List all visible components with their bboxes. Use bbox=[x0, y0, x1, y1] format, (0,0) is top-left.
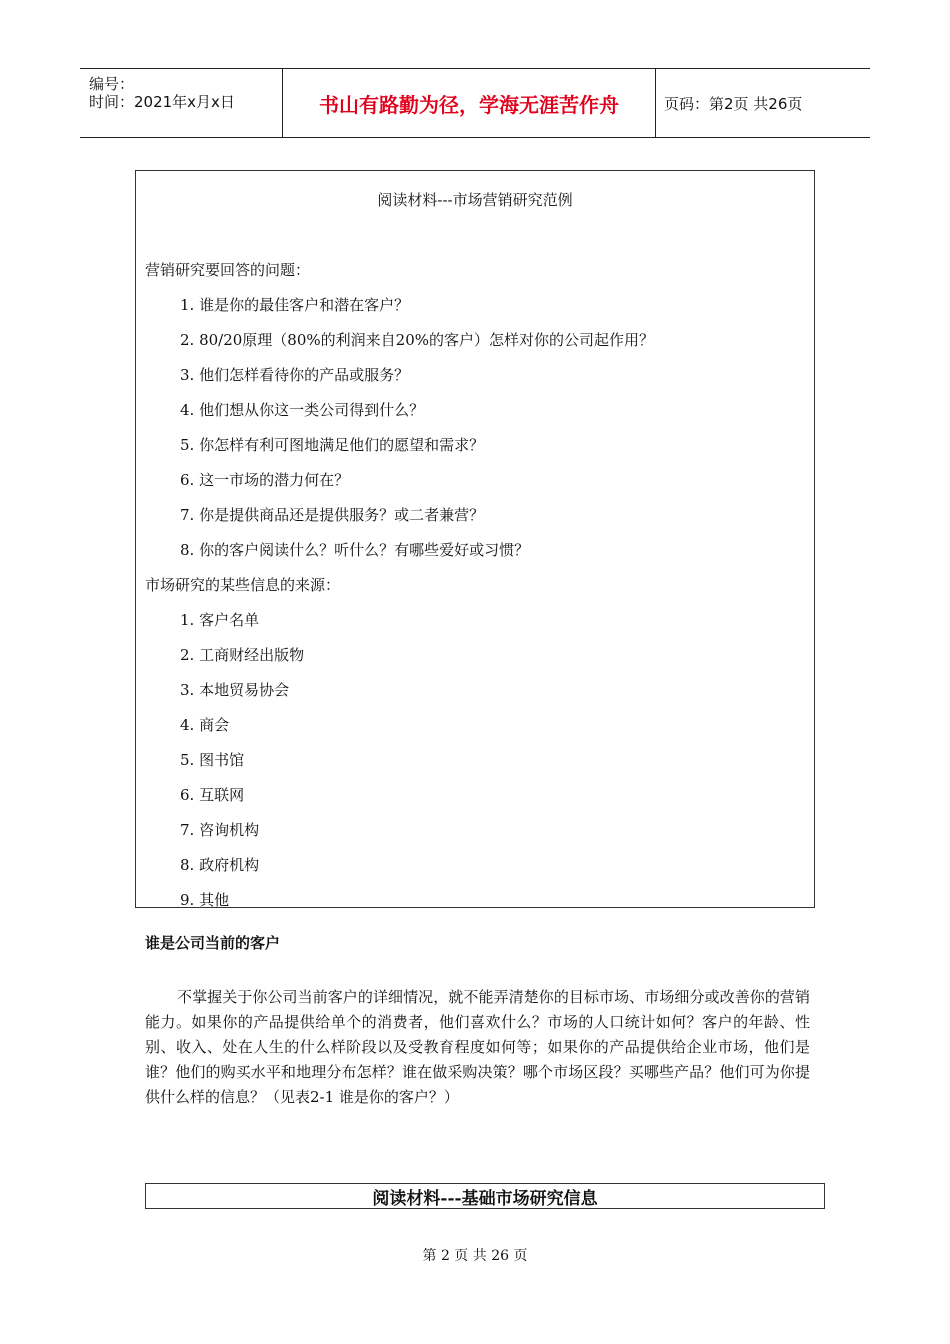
source-item: 3. 本地贸易协会 bbox=[180, 681, 290, 699]
question-item: 2. 80/20原理（80%的利润来自20%的客户）怎样对你的公司起作用？ bbox=[180, 331, 654, 349]
question-item: 7. 你是提供商品还是提供服务？或二者兼营？ bbox=[180, 506, 485, 524]
next-reading-box-title: 阅读材料---基础市场研究信息 bbox=[145, 1183, 825, 1209]
page-footer: 第 2 页 共 26 页 bbox=[422, 1248, 528, 1264]
source-item: 4. 商会 bbox=[180, 716, 230, 734]
source-item: 8. 政府机构 bbox=[180, 856, 260, 874]
source-item: 2. 工商财经出版物 bbox=[180, 646, 305, 664]
source-item: 1. 客户名单 bbox=[180, 611, 260, 629]
header-page-info: 页码：第2页 共26页 bbox=[664, 94, 803, 113]
header-motto: 书山有路勤为径，学海无涯苦作舟 bbox=[283, 69, 656, 137]
section-paragraph: 不掌握关于你公司当前客户的详细情况，就不能弄清楚你的目标市场、市场细分或改善你的营销能力。如果你的产品提供给单个的消费者，他们喜欢什么？市场的人口统计如何？客户的年龄、性别、收入、处在人生的什么样阶段以及受教育程度如何等；如果你的产品提供给企业市场，他们是谁？他们的购买水平和地理分布怎样？谁在做采购决策？哪个市场区段？买哪些产品？他们可为你提供什么样的信息？（见表2-1 谁是你的客户？） bbox=[145, 988, 810, 1106]
section-heading: 谁是公司当前的客户 bbox=[145, 934, 281, 952]
sources-heading: 市场研究的某些信息的来源： bbox=[145, 576, 341, 594]
code-label: 编号： bbox=[89, 75, 135, 93]
header-meta-cell bbox=[80, 69, 283, 137]
source-item: 6. 互联网 bbox=[180, 786, 245, 804]
reading-box-title: 阅读材料---市场营销研究范例 bbox=[377, 191, 573, 209]
page-header bbox=[80, 68, 870, 138]
question-item: 1. 谁是你的最佳客户和潜在客户？ bbox=[180, 296, 410, 314]
question-item: 3. 他们怎样看待你的产品或服务？ bbox=[180, 366, 410, 384]
source-item: 9. 其他 bbox=[180, 891, 230, 909]
question-item: 6. 这一市场的潜力何在？ bbox=[180, 471, 350, 489]
question-item: 4. 他们想从你这一类公司得到什么？ bbox=[180, 401, 425, 419]
date-label: 时间：2021年x月x日 bbox=[89, 93, 235, 111]
question-item: 5. 你怎样有利可图地满足他们的愿望和需求？ bbox=[180, 436, 485, 454]
questions-heading: 营销研究要回答的问题： bbox=[145, 261, 311, 279]
source-item: 5. 图书馆 bbox=[180, 751, 245, 769]
question-item: 8. 你的客户阅读什么？听什么？有哪些爱好或习惯？ bbox=[180, 541, 530, 559]
source-item: 7. 咨询机构 bbox=[180, 821, 260, 839]
reading-material-box bbox=[135, 170, 815, 908]
